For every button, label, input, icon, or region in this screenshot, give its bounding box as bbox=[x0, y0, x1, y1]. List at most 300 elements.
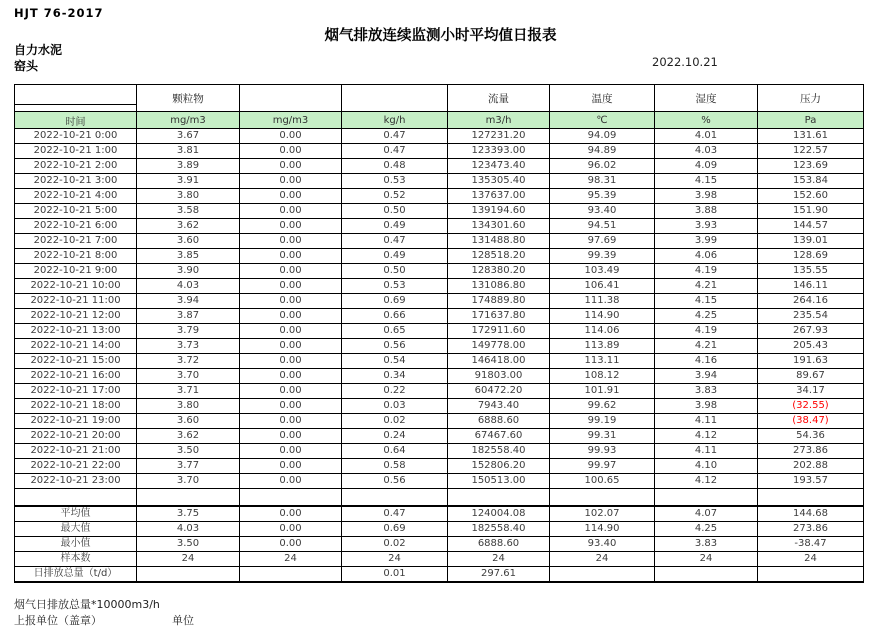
value-cell: 3.88 bbox=[655, 204, 758, 219]
value-cell: 0.00 bbox=[240, 309, 342, 324]
time-cell: 2022-10-21 0:00 bbox=[15, 129, 137, 144]
summary-value-cell: 93.40 bbox=[550, 537, 655, 552]
summary-value-cell: 297.61 bbox=[448, 567, 550, 583]
value-cell: 4.11 bbox=[655, 414, 758, 429]
table-row bbox=[15, 354, 864, 369]
value-cell: 146418.00 bbox=[448, 354, 550, 369]
summary-value-cell: 114.90 bbox=[550, 522, 655, 537]
summary-value-cell: 0.02 bbox=[342, 537, 448, 552]
table-row bbox=[15, 189, 864, 204]
table-row bbox=[15, 369, 864, 384]
summary-label-cell: 最小值 bbox=[15, 537, 137, 552]
summary-label-cell: 最大值 bbox=[15, 522, 137, 537]
value-cell: 0.64 bbox=[342, 444, 448, 459]
value-cell: 4.21 bbox=[655, 339, 758, 354]
summary-row bbox=[15, 537, 864, 552]
value-cell: 191.63 bbox=[758, 354, 864, 369]
value-cell: 3.87 bbox=[137, 309, 240, 324]
value-cell: 171637.80 bbox=[448, 309, 550, 324]
value-cell: 150513.00 bbox=[448, 474, 550, 489]
value-cell: 4.19 bbox=[655, 324, 758, 339]
value-cell: 3.72 bbox=[137, 354, 240, 369]
empty-cell bbox=[448, 489, 550, 507]
value-cell: 99.39 bbox=[550, 249, 655, 264]
value-cell: 273.86 bbox=[758, 444, 864, 459]
value-cell: 0.47 bbox=[342, 234, 448, 249]
value-cell: 0.03 bbox=[342, 399, 448, 414]
value-cell: 139.01 bbox=[758, 234, 864, 249]
value-cell: 264.16 bbox=[758, 294, 864, 309]
table-row bbox=[15, 429, 864, 444]
unit-m3h: m3/h bbox=[448, 112, 550, 129]
summary-value-cell: 24 bbox=[448, 552, 550, 567]
table-row bbox=[15, 219, 864, 234]
station-name: 窑头 bbox=[14, 59, 39, 73]
summary-value-cell: 0.47 bbox=[342, 506, 448, 522]
value-cell: 4.25 bbox=[655, 309, 758, 324]
summary-value-cell: 24 bbox=[342, 552, 448, 567]
time-cell: 2022-10-21 19:00 bbox=[15, 414, 137, 429]
value-cell: 4.11 bbox=[655, 444, 758, 459]
value-cell: 0.49 bbox=[342, 249, 448, 264]
summary-value-cell: 3.83 bbox=[655, 537, 758, 552]
summary-value-cell: 24 bbox=[655, 552, 758, 567]
empty-cell bbox=[240, 489, 342, 507]
header-split-line bbox=[15, 91, 136, 105]
time-cell: 2022-10-21 5:00 bbox=[15, 204, 137, 219]
value-cell: 114.90 bbox=[550, 309, 655, 324]
value-cell: 151.90 bbox=[758, 204, 864, 219]
value-cell: 3.94 bbox=[137, 294, 240, 309]
table-row bbox=[15, 129, 864, 144]
value-cell: 131488.80 bbox=[448, 234, 550, 249]
summary-row bbox=[15, 506, 864, 522]
summary-rows-body bbox=[15, 489, 864, 583]
empty-cell bbox=[342, 489, 448, 507]
value-cell: 3.98 bbox=[655, 189, 758, 204]
summary-value-cell bbox=[137, 567, 240, 583]
value-cell: 0.00 bbox=[240, 414, 342, 429]
table-row bbox=[15, 144, 864, 159]
value-cell: 122.57 bbox=[758, 144, 864, 159]
value-cell: 4.12 bbox=[655, 474, 758, 489]
value-cell: 193.57 bbox=[758, 474, 864, 489]
value-cell: 0.00 bbox=[240, 189, 342, 204]
value-cell: 0.00 bbox=[240, 144, 342, 159]
unit-celsius: ℃ bbox=[550, 112, 655, 129]
value-cell: 111.38 bbox=[550, 294, 655, 309]
group-header-row bbox=[15, 85, 864, 112]
value-cell: 114.06 bbox=[550, 324, 655, 339]
value-cell: 3.93 bbox=[655, 219, 758, 234]
summary-value-cell bbox=[240, 567, 342, 583]
value-cell: 0.00 bbox=[240, 159, 342, 174]
time-cell: 2022-10-21 6:00 bbox=[15, 219, 137, 234]
value-cell: 0.00 bbox=[240, 324, 342, 339]
value-cell: 202.88 bbox=[758, 459, 864, 474]
value-cell: 0.00 bbox=[240, 129, 342, 144]
value-cell: 0.22 bbox=[342, 384, 448, 399]
value-cell: 3.83 bbox=[655, 384, 758, 399]
time-cell: 2022-10-21 14:00 bbox=[15, 339, 137, 354]
value-cell: 4.19 bbox=[655, 264, 758, 279]
value-cell: 0.02 bbox=[342, 414, 448, 429]
value-cell: 0.00 bbox=[240, 279, 342, 294]
value-cell: 0.00 bbox=[240, 249, 342, 264]
value-cell: 0.50 bbox=[342, 264, 448, 279]
summary-label-cell: 日排放总量（t/d） bbox=[15, 567, 137, 583]
value-cell: 123473.40 bbox=[448, 159, 550, 174]
value-cell: 3.77 bbox=[137, 459, 240, 474]
value-cell: 123.69 bbox=[758, 159, 864, 174]
value-cell: 95.39 bbox=[550, 189, 655, 204]
value-cell: 205.43 bbox=[758, 339, 864, 354]
summary-value-cell bbox=[655, 567, 758, 583]
summary-value-cell: 4.07 bbox=[655, 506, 758, 522]
value-cell: 103.49 bbox=[550, 264, 655, 279]
time-cell: 2022-10-21 22:00 bbox=[15, 459, 137, 474]
summary-label-cell: 平均值 bbox=[15, 506, 137, 522]
unit-pa: Pa bbox=[758, 112, 864, 129]
page-title: 烟气排放连续监测小时平均值日报表 bbox=[324, 28, 557, 44]
value-cell: 3.99 bbox=[655, 234, 758, 249]
table-row bbox=[15, 474, 864, 489]
value-cell: 99.62 bbox=[550, 399, 655, 414]
flue-total-footnote: 烟气日排放总量*10000m3/h bbox=[14, 598, 160, 611]
value-cell: 0.00 bbox=[240, 384, 342, 399]
value-cell: 3.94 bbox=[655, 369, 758, 384]
value-cell: 3.60 bbox=[137, 234, 240, 249]
value-cell: 4.10 bbox=[655, 459, 758, 474]
summary-value-cell: 3.75 bbox=[137, 506, 240, 522]
value-cell: 3.62 bbox=[137, 429, 240, 444]
summary-label-cell: 样本数 bbox=[15, 552, 137, 567]
value-cell: 4.03 bbox=[137, 279, 240, 294]
time-cell: 2022-10-21 4:00 bbox=[15, 189, 137, 204]
value-cell: 134301.60 bbox=[448, 219, 550, 234]
value-cell: 0.49 bbox=[342, 219, 448, 234]
summary-value-cell: 4.03 bbox=[137, 522, 240, 537]
value-cell: 0.00 bbox=[240, 369, 342, 384]
table-row bbox=[15, 174, 864, 189]
summary-value-cell: 182558.40 bbox=[448, 522, 550, 537]
value-cell: 4.16 bbox=[655, 354, 758, 369]
time-cell: 2022-10-21 3:00 bbox=[15, 174, 137, 189]
value-cell: 3.98 bbox=[655, 399, 758, 414]
time-cell: 2022-10-21 20:00 bbox=[15, 429, 137, 444]
summary-value-cell: 273.86 bbox=[758, 522, 864, 537]
summary-value-cell: 24 bbox=[550, 552, 655, 567]
pressure-group-header: 压力 bbox=[758, 85, 864, 112]
value-cell: (38.47) bbox=[758, 414, 864, 429]
summary-value-cell: 24 bbox=[137, 552, 240, 567]
summary-value-cell: 4.25 bbox=[655, 522, 758, 537]
value-cell: 101.91 bbox=[550, 384, 655, 399]
value-cell: 99.97 bbox=[550, 459, 655, 474]
value-cell: 96.02 bbox=[550, 159, 655, 174]
table-row bbox=[15, 234, 864, 249]
value-cell: 131086.80 bbox=[448, 279, 550, 294]
value-cell: 0.00 bbox=[240, 444, 342, 459]
value-cell: 0.50 bbox=[342, 204, 448, 219]
value-cell: 100.65 bbox=[550, 474, 655, 489]
summary-value-cell: 0.00 bbox=[240, 522, 342, 537]
value-cell: 67467.60 bbox=[448, 429, 550, 444]
value-cell: 174889.80 bbox=[448, 294, 550, 309]
summary-value-cell: 0.69 bbox=[342, 522, 448, 537]
value-cell: 235.54 bbox=[758, 309, 864, 324]
value-cell: 149778.00 bbox=[448, 339, 550, 354]
value-cell: 0.00 bbox=[240, 264, 342, 279]
value-cell: 3.90 bbox=[137, 264, 240, 279]
value-cell: 0.53 bbox=[342, 279, 448, 294]
company-name: 自力水泥 bbox=[14, 43, 63, 57]
value-cell: 0.00 bbox=[240, 294, 342, 309]
value-cell: 0.00 bbox=[240, 429, 342, 444]
value-cell: 0.24 bbox=[342, 429, 448, 444]
time-column-header: 时间 bbox=[15, 112, 137, 129]
value-cell: 3.89 bbox=[137, 159, 240, 174]
unit-mgm3-1: mg/m3 bbox=[137, 112, 240, 129]
summary-value-cell bbox=[550, 567, 655, 583]
unit-mgm3-2: mg/m3 bbox=[240, 112, 342, 129]
time-cell: 2022-10-21 8:00 bbox=[15, 249, 137, 264]
value-cell: 3.91 bbox=[137, 174, 240, 189]
time-cell: 2022-10-21 17:00 bbox=[15, 384, 137, 399]
summary-value-cell: 24 bbox=[758, 552, 864, 567]
table-row bbox=[15, 399, 864, 414]
empty-cell bbox=[550, 489, 655, 507]
table-row bbox=[15, 384, 864, 399]
unit-label: 单位 bbox=[172, 614, 194, 627]
time-cell: 2022-10-21 13:00 bbox=[15, 324, 137, 339]
empty-cell bbox=[655, 489, 758, 507]
value-cell: 128518.20 bbox=[448, 249, 550, 264]
value-cell: 113.11 bbox=[550, 354, 655, 369]
reporting-unit-label: 上报单位（盖章） bbox=[14, 614, 102, 627]
value-cell: 0.69 bbox=[342, 294, 448, 309]
value-cell: 0.52 bbox=[342, 189, 448, 204]
value-cell: 0.00 bbox=[240, 204, 342, 219]
summary-value-cell: -38.47 bbox=[758, 537, 864, 552]
particulate-header-2 bbox=[240, 85, 342, 112]
value-cell: 0.58 bbox=[342, 459, 448, 474]
value-cell: 89.67 bbox=[758, 369, 864, 384]
table-row bbox=[15, 264, 864, 279]
value-cell: 123393.00 bbox=[448, 144, 550, 159]
value-cell: 152.60 bbox=[758, 189, 864, 204]
value-cell: 0.00 bbox=[240, 399, 342, 414]
time-column-header-split bbox=[15, 85, 137, 112]
value-cell: 0.00 bbox=[240, 174, 342, 189]
time-cell: 2022-10-21 12:00 bbox=[15, 309, 137, 324]
value-cell: 94.09 bbox=[550, 129, 655, 144]
value-cell: 99.31 bbox=[550, 429, 655, 444]
summary-value-cell: 0.00 bbox=[240, 506, 342, 522]
value-cell: 60472.20 bbox=[448, 384, 550, 399]
value-cell: 4.12 bbox=[655, 429, 758, 444]
doc-standard-code: HJT 76-2017 bbox=[14, 6, 104, 20]
value-cell: (32.55) bbox=[758, 399, 864, 414]
value-cell: 34.17 bbox=[758, 384, 864, 399]
humidity-group-header: 湿度 bbox=[655, 85, 758, 112]
time-cell: 2022-10-21 11:00 bbox=[15, 294, 137, 309]
value-cell: 108.12 bbox=[550, 369, 655, 384]
time-cell: 2022-10-21 10:00 bbox=[15, 279, 137, 294]
table-row bbox=[15, 324, 864, 339]
summary-value-cell: 3.50 bbox=[137, 537, 240, 552]
empty-cell bbox=[758, 489, 864, 507]
time-cell: 2022-10-21 23:00 bbox=[15, 474, 137, 489]
value-cell: 3.79 bbox=[137, 324, 240, 339]
table-row bbox=[15, 459, 864, 474]
value-cell: 0.56 bbox=[342, 474, 448, 489]
table-row bbox=[15, 294, 864, 309]
value-cell: 3.50 bbox=[137, 444, 240, 459]
value-cell: 3.71 bbox=[137, 384, 240, 399]
time-cell: 2022-10-21 15:00 bbox=[15, 354, 137, 369]
table-row bbox=[15, 414, 864, 429]
time-cell: 2022-10-21 2:00 bbox=[15, 159, 137, 174]
value-cell: 131.61 bbox=[758, 129, 864, 144]
value-cell: 3.80 bbox=[137, 189, 240, 204]
value-cell: 98.31 bbox=[550, 174, 655, 189]
value-cell: 4.09 bbox=[655, 159, 758, 174]
value-cell: 3.81 bbox=[137, 144, 240, 159]
value-cell: 182558.40 bbox=[448, 444, 550, 459]
summary-row bbox=[15, 567, 864, 583]
value-cell: 0.00 bbox=[240, 219, 342, 234]
value-cell: 135305.40 bbox=[448, 174, 550, 189]
empty-cell bbox=[137, 489, 240, 507]
value-cell: 93.40 bbox=[550, 204, 655, 219]
summary-value-cell: 144.68 bbox=[758, 506, 864, 522]
time-cell: 2022-10-21 7:00 bbox=[15, 234, 137, 249]
value-cell: 3.70 bbox=[137, 474, 240, 489]
monitoring-data-table bbox=[14, 84, 864, 583]
spacer-row bbox=[15, 489, 864, 507]
value-cell: 0.00 bbox=[240, 459, 342, 474]
value-cell: 91803.00 bbox=[448, 369, 550, 384]
summary-value-cell: 6888.60 bbox=[448, 537, 550, 552]
time-cell: 2022-10-21 16:00 bbox=[15, 369, 137, 384]
value-cell: 3.70 bbox=[137, 369, 240, 384]
value-cell: 0.00 bbox=[240, 339, 342, 354]
table-row bbox=[15, 279, 864, 294]
hourly-rows-body bbox=[15, 129, 864, 489]
time-cell: 2022-10-21 1:00 bbox=[15, 144, 137, 159]
value-cell: 152806.20 bbox=[448, 459, 550, 474]
value-cell: 172911.60 bbox=[448, 324, 550, 339]
summary-value-cell: 124004.08 bbox=[448, 506, 550, 522]
time-cell: 2022-10-21 21:00 bbox=[15, 444, 137, 459]
value-cell: 7943.40 bbox=[448, 399, 550, 414]
value-cell: 0.00 bbox=[240, 354, 342, 369]
value-cell: 0.47 bbox=[342, 144, 448, 159]
value-cell: 0.53 bbox=[342, 174, 448, 189]
value-cell: 137637.00 bbox=[448, 189, 550, 204]
value-cell: 0.00 bbox=[240, 234, 342, 249]
summary-value-cell bbox=[758, 567, 864, 583]
value-cell: 0.48 bbox=[342, 159, 448, 174]
value-cell: 3.62 bbox=[137, 219, 240, 234]
summary-value-cell: 0.01 bbox=[342, 567, 448, 583]
value-cell: 127231.20 bbox=[448, 129, 550, 144]
table-row bbox=[15, 159, 864, 174]
value-cell: 99.93 bbox=[550, 444, 655, 459]
value-cell: 6888.60 bbox=[448, 414, 550, 429]
value-cell: 0.54 bbox=[342, 354, 448, 369]
value-cell: 144.57 bbox=[758, 219, 864, 234]
value-cell: 0.34 bbox=[342, 369, 448, 384]
value-cell: 139194.60 bbox=[448, 204, 550, 219]
value-cell: 3.60 bbox=[137, 414, 240, 429]
value-cell: 3.58 bbox=[137, 204, 240, 219]
report-date: 2022.10.21 bbox=[652, 55, 718, 69]
value-cell: 106.41 bbox=[550, 279, 655, 294]
summary-value-cell: 102.07 bbox=[550, 506, 655, 522]
particulate-group-header: 颗粒物 bbox=[137, 85, 240, 112]
unit-kgh: kg/h bbox=[342, 112, 448, 129]
value-cell: 3.80 bbox=[137, 399, 240, 414]
flow-group-header: 流量 bbox=[448, 85, 550, 112]
table-row bbox=[15, 309, 864, 324]
value-cell: 0.56 bbox=[342, 339, 448, 354]
empty-cell bbox=[15, 489, 137, 507]
value-cell: 128.69 bbox=[758, 249, 864, 264]
summary-row bbox=[15, 552, 864, 567]
value-cell: 94.89 bbox=[550, 144, 655, 159]
time-cell: 2022-10-21 9:00 bbox=[15, 264, 137, 279]
value-cell: 0.66 bbox=[342, 309, 448, 324]
value-cell: 94.51 bbox=[550, 219, 655, 234]
value-cell: 3.85 bbox=[137, 249, 240, 264]
value-cell: 113.89 bbox=[550, 339, 655, 354]
temperature-group-header: 温度 bbox=[550, 85, 655, 112]
unit-header-row bbox=[15, 112, 864, 129]
value-cell: 135.55 bbox=[758, 264, 864, 279]
summary-value-cell: 24 bbox=[240, 552, 342, 567]
value-cell: 4.06 bbox=[655, 249, 758, 264]
value-cell: 54.36 bbox=[758, 429, 864, 444]
value-cell: 267.93 bbox=[758, 324, 864, 339]
summary-value-cell: 0.00 bbox=[240, 537, 342, 552]
table-row bbox=[15, 249, 864, 264]
table-row bbox=[15, 444, 864, 459]
unit-percent: % bbox=[655, 112, 758, 129]
value-cell: 3.67 bbox=[137, 129, 240, 144]
value-cell: 146.11 bbox=[758, 279, 864, 294]
value-cell: 4.15 bbox=[655, 294, 758, 309]
value-cell: 99.19 bbox=[550, 414, 655, 429]
table-row bbox=[15, 339, 864, 354]
value-cell: 4.21 bbox=[655, 279, 758, 294]
summary-row bbox=[15, 522, 864, 537]
value-cell: 4.03 bbox=[655, 144, 758, 159]
value-cell: 3.73 bbox=[137, 339, 240, 354]
value-cell: 0.47 bbox=[342, 129, 448, 144]
value-cell: 0.65 bbox=[342, 324, 448, 339]
value-cell: 4.01 bbox=[655, 129, 758, 144]
table-row bbox=[15, 204, 864, 219]
value-cell: 153.84 bbox=[758, 174, 864, 189]
value-cell: 128380.20 bbox=[448, 264, 550, 279]
value-cell: 4.15 bbox=[655, 174, 758, 189]
value-cell: 0.00 bbox=[240, 474, 342, 489]
time-cell: 2022-10-21 18:00 bbox=[15, 399, 137, 414]
value-cell: 97.69 bbox=[550, 234, 655, 249]
table-header bbox=[15, 85, 864, 129]
